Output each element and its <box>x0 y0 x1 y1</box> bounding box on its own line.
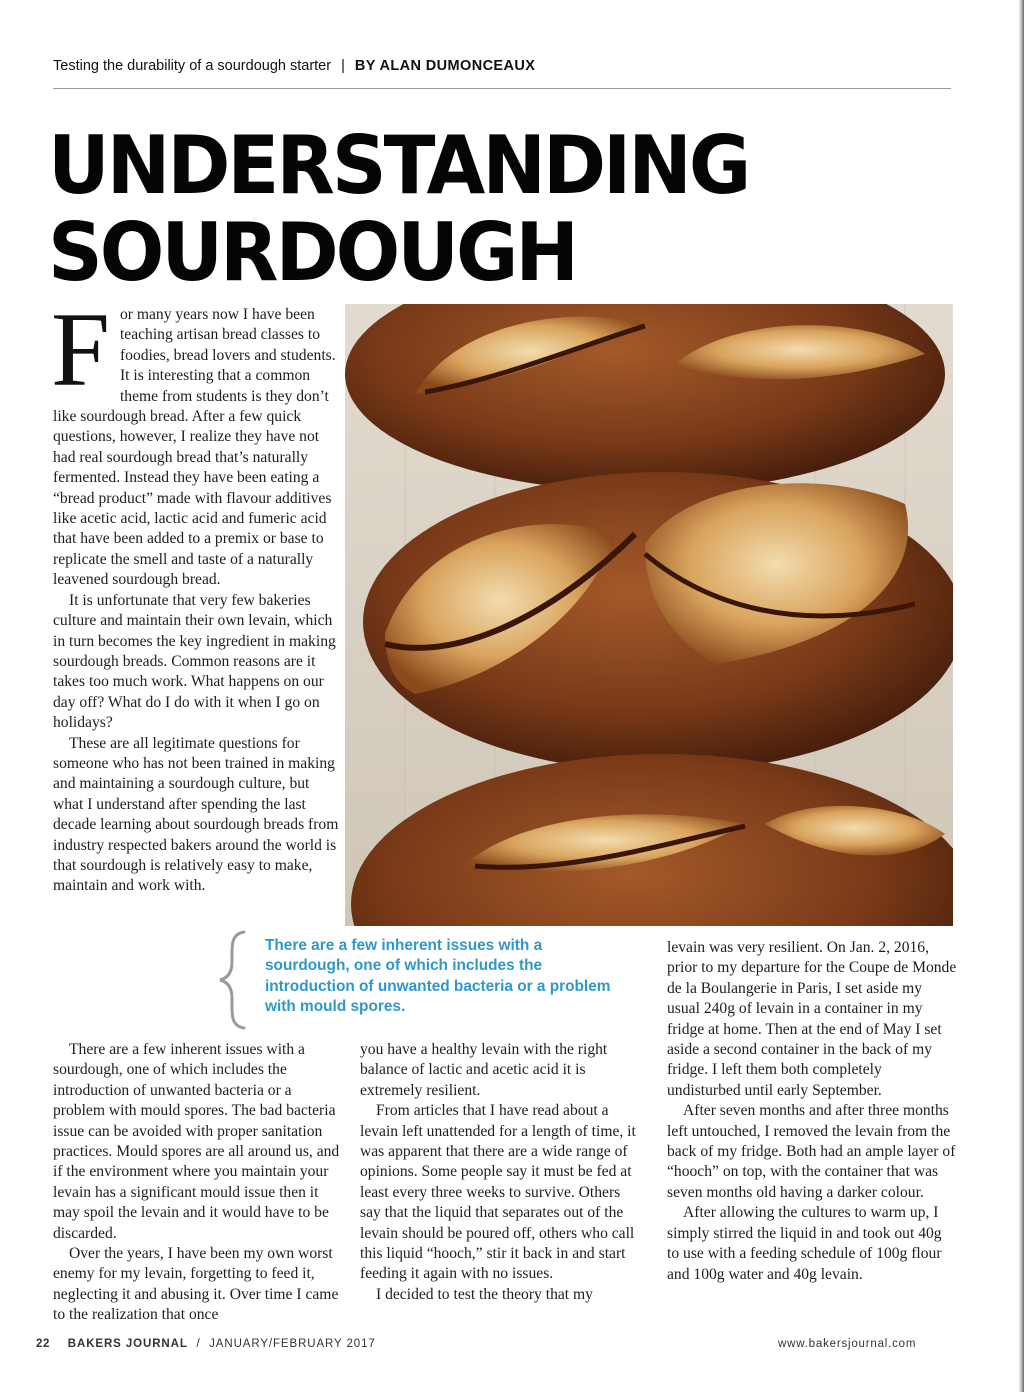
sourdough-loaves-photo <box>345 304 953 926</box>
column-2 <box>360 1040 644 1305</box>
paragraph-11: After allowing the cultures to warm up, I simply stirred the liquid in and took out 40g to use with a feeding schedule of 100g flour and 100g water and 40g levain. <box>667 1204 942 1283</box>
paragraph-7: From articles that I have read about a levain left unattended for a length of time, it was apparent that there are a wide range of opinions. Some people say it must be fed at least every three weeks to survive. Others say that the liquid that separates out of the levain should be poured off, others who call this liquid “hooch,” stir it back in and start feeding it again with no issues. <box>360 1102 636 1283</box>
headline-line-1: UNDERSTANDING <box>48 117 749 213</box>
kicker-separator: | <box>341 58 345 74</box>
footer-slash: / <box>196 1338 201 1350</box>
loaf-middle <box>363 472 953 772</box>
paragraph-5: Over the years, I have been my own worst enemy for my levain, forgetting to feed it, neglecting it and abusing it. Over time I came to the realization that once <box>53 1245 339 1324</box>
kicker-text: Testing the durability of a sourdough starter <box>53 58 332 74</box>
paragraph-4: There are a few inherent issues with a sourdough, one of which includes the introduction of unwanted bacteria or a problem with mould spores. The bad bacteria issue can be avoided with proper sanitation practices. Mould spores are all around us, and if the environment where you maintain your levain has a significant mould issue then it may spoil the levain and it would have to be discarded. <box>53 1041 340 1242</box>
paragraph-2: It is unfortunate that very few bakeries culture and maintain their own levain, which in turn becomes the key ingredient in making sourdough breads. Common reasons are it takes too much work. What happens on our day off? What do I do with it when I go on holidays? <box>53 591 336 732</box>
pull-quote: There are a few inherent issues with a sourdough, one of which includes the introduction of unwanted bacteria or a problem with mould spores. <box>265 937 611 1016</box>
column-1-top <box>51 291 341 935</box>
paragraph-6: you have a healthy levain with the right balance of lactic and acetic acid it is extremely resilient. <box>360 1041 608 1099</box>
column-1-bottom <box>53 1040 343 1326</box>
column-3 <box>667 938 957 1285</box>
byline: BY ALAN DUMONCEAUX <box>354 58 536 74</box>
pull-quote-brace <box>214 928 254 1032</box>
article-kicker <box>53 58 953 82</box>
headline-line-2: SOURDOUGH <box>48 204 576 300</box>
page-footer <box>36 1338 936 1360</box>
drop-cap: F <box>51 291 110 408</box>
headline <box>48 117 749 300</box>
paragraph-8: I decided to test the theory that my <box>376 1285 593 1303</box>
paragraph-10: After seven months and after three months left untouched, I removed the levain from the back of my fridge. Both had an ample layer of “hooch” on top, with the container that was seven months old having a darker colour. <box>667 1102 956 1201</box>
issue-date: JANUARY/FEBRUARY 2017 <box>209 1338 376 1350</box>
page-number: 22 <box>36 1338 50 1350</box>
paragraph-9: levain was very resilient. On Jan. 2, 2016, prior to my departure for the Coupe de Monde de la Boulangerie in Paris, I set aside my usual 240g of levain in a container in my fridge at home. Then at the end of May I set aside a second container in the back of my fridge. I left them both completely undisturbed until early September. <box>667 939 957 1099</box>
header-rule <box>53 88 951 89</box>
website-url: www.bakersjournal.com <box>778 1338 917 1350</box>
magazine-name: BAKERS JOURNAL <box>67 1338 188 1350</box>
paragraph-3: These are all legitimate questions for someone who has not been trained in making and maintaining a sourdough culture, but what I understand after spending the last decade learning about sourdough breads from industry respected bakers around the world is that sourdough is relatively easy to make, maintain and work with. <box>53 734 339 895</box>
paragraph-1: or many years now I have been teaching artisan bread classes to foodies, bread lovers and students. It is interesting that a common theme from students is they don’t like sourdough bread. After a few quick questions, however, I realize they have not had real sourdough bread that’s naturally fermented. Instead they have been eating a “bread product” made with flavour additives like acetic acid, lactic acid and fumeric acid that have been added to a premix or base to replicate the smell and taste of a naturally leavened sourdough bread. <box>53 306 336 589</box>
loaves-illustration <box>345 304 953 926</box>
page-edge <box>1018 0 1024 1392</box>
